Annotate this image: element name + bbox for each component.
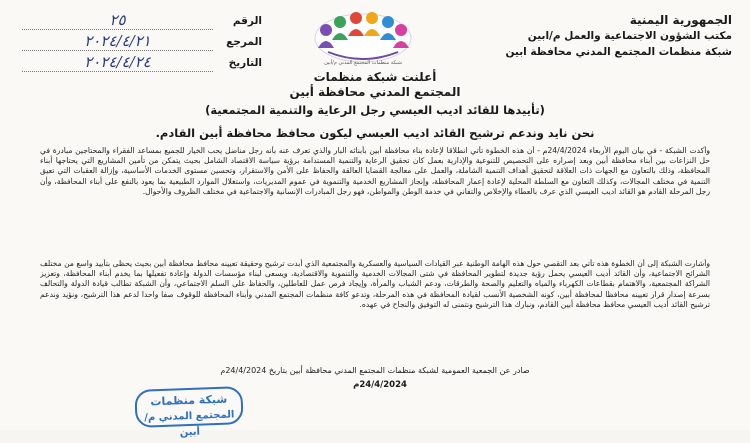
number-row (22, 10, 262, 31)
office-name: مكتب الشؤون الاجتماعية والعمل م/ابين (527, 30, 732, 42)
people-circle-logo-icon (308, 8, 418, 64)
stamp-line1: شبكة منظمات (150, 392, 228, 409)
issued-by-line: صادر عن الجمعية العمومية لشبكة منظمات المجتمع المدني محافظة أبين بتاريخ 24/4/2024م (220, 366, 530, 375)
date-value: ٢٠٢٤/٤/٢٤ (22, 53, 213, 72)
announcement-line1: أعلنت شبكة منظمات (313, 70, 437, 84)
letterhead-right (492, 12, 732, 60)
logo-caption: شبكة منظمات المجتمع المدني م/أبين (324, 60, 402, 66)
body-paragraph-2: وأشارت الشبكة إلى أن الخطوة هذه تأتي بعد التقصي حول هذه الهامة الوطنية عبر القيادات السياسية والعسكرية والمجتمعية الذي أبدت ترشيح وحقيقة تعيينه محافظ محافظة أبين بحيث يحظى بتأييد واسع من مختلف الشرائح الاجتماعية، وأن القائد أديب العيسي يحمل رؤية جديدة لتطوير المحافظة في شتى المجالات الخدمية والتنموية والاقتصادية، ويسعى لبناء مؤسسات الدولة وإعادة تفعيلها بما يخدم أبناء المحافظة، وتعزيز الشراكة المجتمعية، والاهتمام بقطاعات الكهرباء والمياه والتعليم والصحة والطرقات، ودعم الشباب والمرأة، وإيجاد فرص عمل للعاطلين، والحفاظ على السلم الاجتماعي، وأن الشبكة تطالب قيادة الدولة والتحالف بسرعة إصدار قرار تعيينه محافظا لمحافظة أبين، كونه الشخصية الأنسب لقيادة المحافظة في هذه المرحلة، وتدعو كافة منظمات المجتمع المدني وأبناء المحافظة للوقوف صفا واحدا لدعم هذا الترشيح، ونؤيد وندعم ترشيح القائد أديب العيسي محافظ محافظة أبين القادم، ونبارك هذا الترشيح ونتمنى له التوفيق والنجاح في عهده. (40, 259, 710, 309)
announcement-line2: المجتمع المدني محافظة أبين (289, 85, 461, 99)
support-subtitle: (تأييدها للقائد اديب العيسي رجل الرعاية والتنمية المجتمعية) (205, 103, 545, 117)
reference-block (22, 10, 262, 73)
reference-row (22, 31, 262, 52)
network-name: شبكة منظمات المجتمع المدني محافظة ابين (505, 46, 732, 58)
organization-stamp (134, 386, 243, 439)
statement-headline: نحن نايد وندعم ترشيح القائد اديب العيسي ليكون محافظ محافظة أبين القادم. (155, 126, 595, 140)
number-value: ٢٥ (22, 11, 213, 30)
reference-value: ٢٠٢٤/٤/٢١ (22, 32, 213, 51)
stamp-line2: المجتمع المدني م/أبين (144, 409, 235, 439)
number-label: الرقم (232, 14, 262, 27)
announcement-title (200, 70, 550, 100)
date-label: التاريخ (228, 56, 262, 69)
body-paragraph-1: وأكدت الشبكة - في بيان اليوم الأربعاء 24/4/2024م - أن هذه الخطوة تأتي انطلاقا لإعادة بناء محافظة أبين بأبنائه البار والذي تعرف عنه بأنه رجل مناضل يحب الخيار للجميع بمساعد الفقراء والمحتاجين مبادرة في حل النزاعات بين أبناء محافظة أبين وبعد إصراره على التحصيص للتنوعية والإدارية بعمل كان تحقيق الرعاية والتنمية المستدامة برؤية سياسة الاقتصاد الشامل بحيث يتمكن من تأمين المشاريع التي يحتاجها أبناء المحافظة، وذلك بالتعاون مع الجهات ذات العلاقة لتحقيق أهداف التنمية الشاملة، والعمل على معالجة القضايا العالقة والحفاظ على الأمن والاستقرار، وتحسين مستوى الخدمات الأساسية، وإزالة العقبات التي تعيق التنمية في مختلف المجالات، وكذلك التعاون مع السلطة المحلية لإعادة إعمار المحافظة، وإنجاز المشاريع الخدمية والتنموية في عموم المديريات، واستغلال الموارد الطبيعية بما يعود بالنفع على أبناء المحافظة، وأن رجل المرحلة القادم هو القائد اديب العيسي الذي عرف بالعطاء والإخلاص والتفاني في خدمة الوطن والمواطن، فهو رجل المبادرات الإنسانية والاجتماعية في مختلف الظروف والأحوال. (40, 146, 710, 196)
network-logo (308, 8, 418, 64)
reference-label: المرجع (226, 35, 262, 48)
signature-date: 24/4/2024م (353, 380, 407, 390)
country-name: الجمهورية اليمنية (629, 13, 732, 27)
